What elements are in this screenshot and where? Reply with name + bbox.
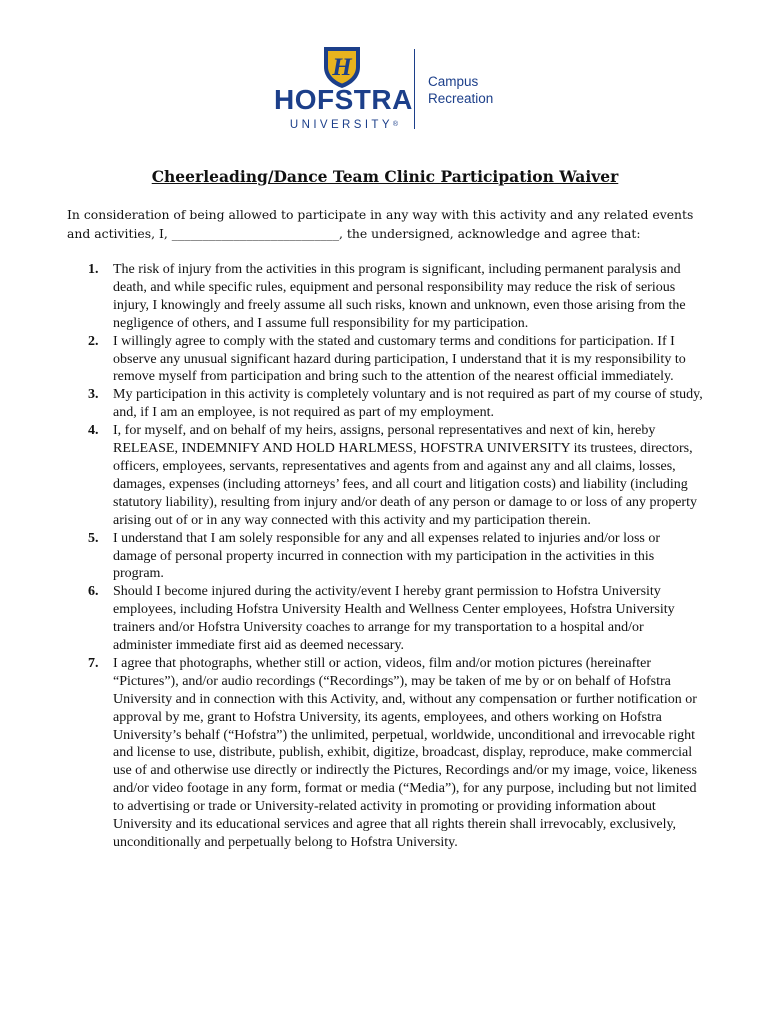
shield-letter: H bbox=[332, 54, 352, 81]
university-wordmark bbox=[276, 118, 412, 132]
clause-2 bbox=[0, 333, 703, 387]
shield-h-icon bbox=[322, 45, 362, 89]
clause-number: 2. bbox=[88, 333, 99, 349]
clause-7 bbox=[0, 655, 703, 852]
clause-number: 5. bbox=[88, 530, 99, 546]
clause-number: 1. bbox=[88, 262, 99, 277]
clause-6 bbox=[0, 583, 703, 655]
clause-number: 3. bbox=[88, 387, 99, 403]
clause-text: My participation in this activity is completely voluntary and is not required as part of my course of study, and, if I am an employee, is not required as part of my employment. bbox=[113, 387, 703, 421]
clause-text: I agree that photographs, whether still or action, videos, film and/or motion pictures (hereinafter “Pictures”), and/or audio recordings (“Recordings”), may be taken of me by or on behalf of Hofstra University and in connection with this Activity, and, without any compensation or further notification or approval by me, grant to Hofstra University, its agents, employees, and others working on Hofstra University’s behalf (“Hofstra”) the unlimited, perpetual, worldwide, unconditional and irrevocable right and license to use, distribute, publish, exhibit, digitize, broadcast, display, reproduce, make commercial use of and otherwise use directly or indirectly the Pictures, Recordings and/or my image, voice, likeness and/or video footage in any form, format or media (“Media”), for any purpose, including but not limited to advertising or trade or University-related activity in promoting or providing information about University and its educational services and agree that all rights therein shall irrevocably, exclusively, unconditionally and perpetually belong to Hofstra University. bbox=[113, 655, 697, 850]
clause-5 bbox=[0, 530, 703, 584]
hofstra-campus-recreation-logo bbox=[0, 0, 770, 140]
intro-paragraph: In consideration of being allowed to participate in any way with this activity and any related events and activities, I, ___________________________, the undersigned, acknowledge and agree that: bbox=[67, 207, 694, 241]
university-text: UNIVERSITY bbox=[289, 119, 393, 131]
department-line-recreation: Recreation bbox=[428, 91, 494, 106]
department-name bbox=[428, 73, 493, 107]
clause-4 bbox=[0, 422, 703, 529]
clause-number: 6. bbox=[88, 584, 99, 600]
clause-text: The risk of injury from the activities in this program is significant, including permanent paralysis and death, and while specific rules, equipment and personal responsibility may reduce the risk of serious injury, I knowingly and freely assume all such risks, known and unknown, even those arising from the negligence of others, and I assume full responsibility for my participation. bbox=[113, 262, 686, 331]
waiver-clauses bbox=[0, 261, 770, 852]
logo-divider bbox=[414, 49, 415, 129]
clause-number: 7. bbox=[88, 655, 99, 671]
clause-number: 4. bbox=[88, 423, 99, 439]
department-line-campus: Campus bbox=[428, 74, 479, 89]
registered-mark: ® bbox=[392, 121, 399, 128]
clause-1 bbox=[0, 261, 703, 333]
clause-3 bbox=[0, 386, 703, 422]
clause-text: Should I become injured during the activity/event I hereby grant permission to Hofstra University employees, including Hofstra University Health and Wellness Center employees, Hofstra University trainers and/or Hofstra University coaches to arrange for my transportation to a hospital and/or administer immediate first aid as deemed necessary. bbox=[113, 584, 675, 654]
clause-text: I understand that I am solely responsible for any and all expenses related to injuries and/or loss or damage of personal property incurred in connection with my participation in the activities in this program. bbox=[113, 530, 661, 582]
clause-text: I, for myself, and on behalf of my heirs, assigns, personal representatives and next of kin, hereby RELEASE, INDEMNIFY AND HOLD HARLMESS, HOFSTRA UNIVERSITY its trustees, directors, officers, employees, servants, representatives and agents from and against any and all claims, losses, damages, expenses (including attorneys’ fees, and all court and litigation costs) and liability (including statutory liability), resulting from injury and/or death of any person or damage to or loss of any property arising out of or in any way connected with this activity and my participation therein. bbox=[113, 423, 697, 528]
clause-text: I willingly agree to comply with the stated and customary terms and conditions for participation. If I observe any unusual significant hazard during participation, I understand that it is my responsibility to remove myself from participation and bring such to the attention of the nearest official immediately. bbox=[113, 333, 686, 385]
hofstra-wordmark: HOFSTRA bbox=[274, 84, 413, 115]
document-title: Cheerleading/Dance Team Clinic Participation Waiver bbox=[151, 167, 619, 186]
